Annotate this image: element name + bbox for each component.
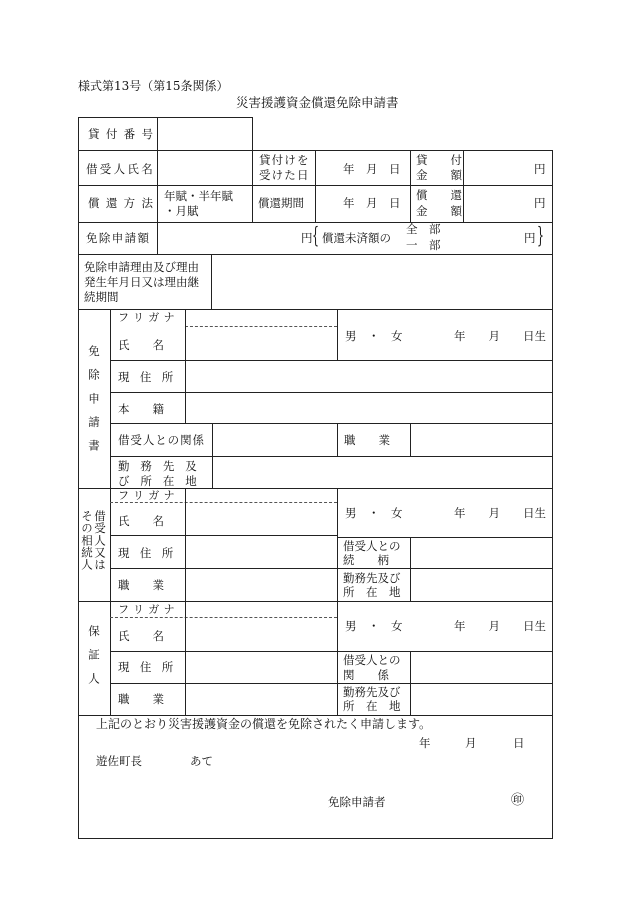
applicant-sex[interactable]: 男 ・ 女 xyxy=(345,329,403,343)
bracket-open: { xyxy=(312,224,319,249)
unpaid-label: 償還未済額の xyxy=(322,231,391,245)
reason-field[interactable] xyxy=(212,255,552,308)
heir-furigana-label: フリガナ xyxy=(118,489,180,502)
unpaid-all[interactable]: 全 部 xyxy=(406,222,441,236)
bracket-close: } xyxy=(537,224,544,249)
guarantor-occupation-label: 職 業 xyxy=(118,692,164,706)
borrower-name-label: 借受人氏名 xyxy=(86,162,155,176)
guarantor-birth[interactable]: 年 月 日生 xyxy=(454,619,546,633)
applicant-birth[interactable]: 年 月 日生 xyxy=(454,329,546,343)
borrower-name-field[interactable] xyxy=(158,151,251,184)
seal-icon[interactable]: ㊞ xyxy=(511,793,525,808)
reason-label-3: 続期間 xyxy=(84,290,119,304)
repaid-amount-label-1: 償 還 xyxy=(416,188,462,202)
heir-address-label: 現住所 xyxy=(118,546,184,560)
exemption-amount-yen[interactable]: 円 xyxy=(301,231,313,245)
applicant-workplace-label-2: び所在地 xyxy=(118,474,208,488)
guarantor-workplace-label-1: 勤務先及び xyxy=(343,685,401,699)
repay-method-value-1[interactable]: 年賦・半年賦 xyxy=(164,189,233,203)
guarantor-name-label: 氏 名 xyxy=(118,629,164,643)
guarantor-section-label: 保証人 xyxy=(87,625,101,696)
reason-label-1: 免除申請理由及び理由 xyxy=(84,260,199,274)
repay-period-label: 償還期間 xyxy=(258,196,304,210)
heir-section-label-1: 借受人又は xyxy=(93,510,107,571)
unpaid-yen[interactable]: 円 xyxy=(524,231,536,245)
loan-amount-yen[interactable]: 円 xyxy=(534,162,546,176)
addressee-ate: あて xyxy=(190,754,213,768)
loan-date-label-1: 貸付けを xyxy=(259,153,310,167)
loan-number-field[interactable] xyxy=(158,118,251,149)
loan-amount-label-1: 貸 付 xyxy=(416,153,462,167)
form-number: 様式第13号（第15条関係） xyxy=(78,79,229,93)
heir-sex[interactable]: 男 ・ 女 xyxy=(345,506,403,520)
heir-name-label: 氏 名 xyxy=(118,514,164,528)
heir-section-label-2: その相続人 xyxy=(80,510,94,571)
form-title: 災害援護資金償還免除申請書 xyxy=(236,95,399,110)
applicant-relation-label: 借受人との関係 xyxy=(118,433,205,447)
footer-year[interactable]: 年 xyxy=(419,736,431,750)
repay-method-label: 償還方法 xyxy=(88,196,160,210)
applicant-signature-label: 免除申請者 xyxy=(328,795,386,809)
repay-period-field[interactable]: 年 月 日 xyxy=(343,196,401,210)
heir-workplace-label-2: 所 在 地 xyxy=(343,585,401,599)
loan-amount-label-2: 金 額 xyxy=(416,168,462,182)
footer-month[interactable]: 月 xyxy=(465,736,477,750)
applicant-workplace-label-1: 勤務先及 xyxy=(118,459,208,473)
applicant-occupation-label: 職 業 xyxy=(344,433,390,447)
applicant-domicile-label: 本 籍 xyxy=(118,402,164,416)
loan-date-field[interactable]: 年 月 日 xyxy=(343,162,401,176)
addressee: 遊佐町長 xyxy=(96,754,142,768)
guarantor-relation-label-2: 関 係 xyxy=(343,668,389,682)
exemption-amount-label: 免除申請額 xyxy=(86,231,151,245)
unpaid-part[interactable]: 一 部 xyxy=(406,238,441,252)
heir-workplace-label-1: 勤務先及び xyxy=(343,571,401,585)
guarantor-address-label: 現住所 xyxy=(118,660,184,674)
guarantor-furigana-label: フリガナ xyxy=(118,603,180,616)
statement: 上記のとおり災害援護資金の償還を免除されたく申請します。 xyxy=(96,717,432,731)
repaid-amount-label-2: 金 額 xyxy=(416,204,462,218)
reason-label-2: 発生年月日又は理由継 xyxy=(84,275,199,289)
applicant-address-label: 現住所 xyxy=(118,370,184,384)
footer-day[interactable]: 日 xyxy=(513,736,525,750)
applicant-section-label: 免除申請書 xyxy=(87,345,101,463)
heir-birth[interactable]: 年 月 日生 xyxy=(454,506,546,520)
heir-relation-label-1: 借受人との xyxy=(343,539,401,553)
loan-date-label-2: 受けた日 xyxy=(259,168,310,182)
heir-relation-label-2: 続 柄 xyxy=(343,553,389,567)
repay-method-value-2[interactable]: ・月賦 xyxy=(164,204,199,218)
guarantor-relation-label-1: 借受人との xyxy=(343,653,401,667)
heir-occupation-label: 職 業 xyxy=(118,578,164,592)
guarantor-workplace-label-2: 所 在 地 xyxy=(343,699,401,713)
loan-number-label: 貸付番号 xyxy=(88,127,160,141)
repaid-amount-yen[interactable]: 円 xyxy=(534,196,546,210)
applicant-name-label: 氏 名 xyxy=(118,338,164,352)
guarantor-sex[interactable]: 男 ・ 女 xyxy=(345,619,403,633)
applicant-furigana-label: フリガナ xyxy=(118,311,180,324)
